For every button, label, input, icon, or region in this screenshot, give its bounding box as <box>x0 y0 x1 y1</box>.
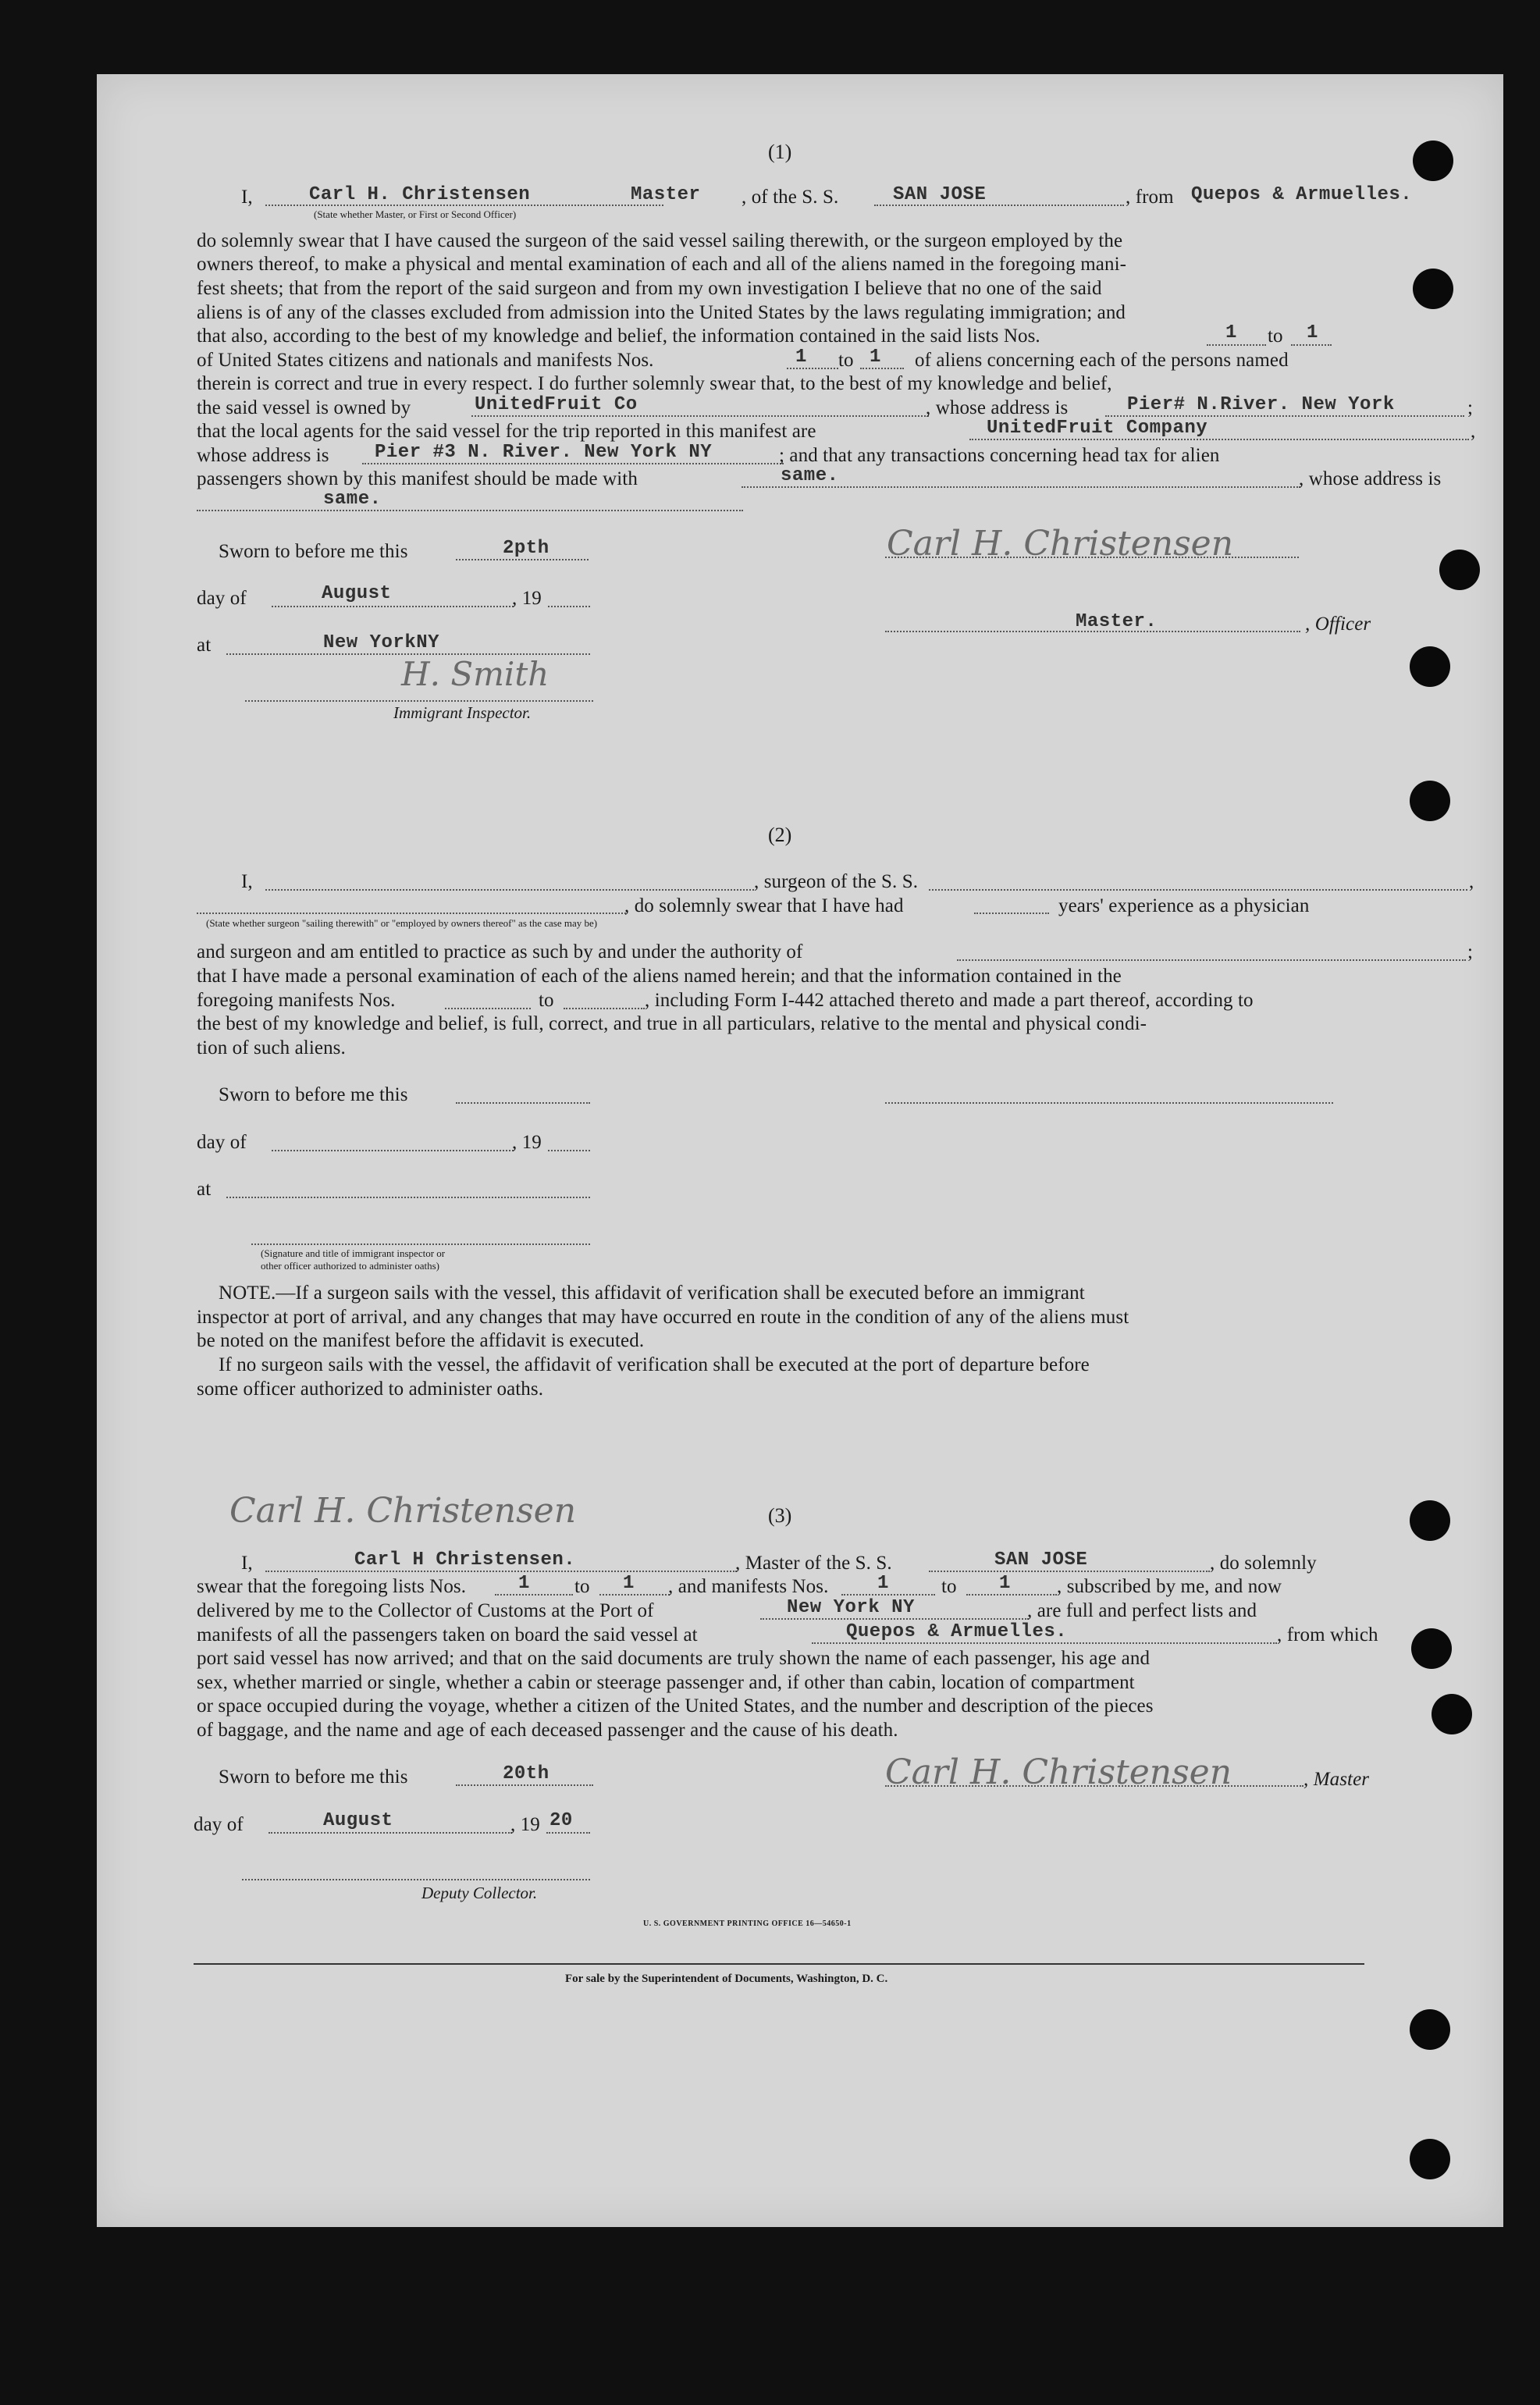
month-field-3[interactable]: August <box>323 1810 393 1831</box>
year-suffix-3[interactable]: 20 <box>549 1810 573 1831</box>
section-1-heading: (1) <box>768 141 792 163</box>
inspector-label: Immigrant Inspector. <box>393 703 532 722</box>
agents-addr-line <box>362 463 784 464</box>
master-signature-margin: Carl H. Christensen <box>229 1491 577 1531</box>
day-of-label-2: day of <box>197 1132 247 1153</box>
vessel-field[interactable]: SAN JOSE <box>893 184 987 205</box>
surgeon-manifest-to-line <box>564 1008 645 1009</box>
section-2-line-2: that I have made a personal examination of each of the aliens named herein; and that the information contained in the <box>197 966 1122 987</box>
solemnly-label: , do solemnly <box>1210 1553 1317 1574</box>
manifests-to-field[interactable]: 1 <box>870 347 881 368</box>
punch-hole <box>1413 269 1453 309</box>
ss-label: , of the S. S. <box>742 187 839 208</box>
officer-field[interactable]: Master. <box>1076 611 1158 632</box>
departure-line <box>812 1642 1277 1644</box>
agents-label: that the local agents for the said vessel for the trip reported in this manifest are <box>197 421 816 442</box>
note-line-5: some officer authorized to administer oaths. <box>197 1379 544 1400</box>
comma: , <box>1471 421 1476 442</box>
comma-2: , <box>1469 871 1474 892</box>
manifests-of-label: manifests of all the passengers taken on board the said vessel at <box>197 1624 698 1645</box>
section-2-line-5: tion of such aliens. <box>197 1037 346 1058</box>
at-label-2: at <box>197 1179 212 1200</box>
master-signature-3: Carl H. Christensen <box>885 1752 1232 1792</box>
from-which-label: , from which <box>1277 1624 1378 1645</box>
at-label-1: at <box>197 635 212 656</box>
day-of-label-1: day of <box>197 588 247 609</box>
for-sale-note: For sale by the Superintendent of Documents, Washington, D. C. <box>565 1973 888 1985</box>
sworn-day-field-1[interactable]: 2pth <box>503 538 549 559</box>
owner-addr-label: , whose address is <box>926 397 1069 418</box>
full-label: , are full and perfect lists and <box>1027 1600 1257 1621</box>
year-prefix-2: , 19 <box>512 1132 542 1153</box>
section-1-line-4: aliens is of any of the classes excluded from admission into the United States by the laws regulating immigration; and <box>197 302 1126 323</box>
lists-from-line <box>1207 344 1266 346</box>
section-3-manifests-to-line <box>966 1594 1057 1596</box>
agents-addr-label: whose address is <box>197 445 329 466</box>
year-prefix-3: , 19 <box>510 1814 540 1835</box>
semicolon-2: ; <box>1467 941 1474 962</box>
section-2-line-1: and surgeon and am entitled to practice as such by and under the authority of <box>197 941 803 962</box>
section-3-to-label-2: to <box>941 1576 957 1597</box>
surgeon-label: , surgeon of the S. S. <box>754 871 919 892</box>
day-of-label-3: day of <box>194 1814 244 1835</box>
aliens-label: of aliens concerning each of the persons named <box>915 350 1289 371</box>
section-1-intro: I, <box>241 187 253 208</box>
section-3-lists-to[interactable]: 1 <box>623 1573 635 1594</box>
section-3-heading: (3) <box>768 1504 792 1527</box>
deputy-line <box>242 1879 590 1880</box>
punch-hole <box>1410 781 1450 821</box>
section-3-vessel-field[interactable]: SAN JOSE <box>994 1549 1088 1571</box>
punch-hole <box>1413 141 1453 181</box>
headtax-line <box>742 486 1300 488</box>
owner-line <box>471 415 929 417</box>
owned-label: the said vessel is owned by <box>197 397 411 418</box>
sig-note-2: other officer authorized to administer oaths) <box>261 1260 439 1272</box>
headtax-addr-label: , whose address is <box>1299 468 1442 489</box>
experience-line <box>974 913 1049 914</box>
sworn-day-field-3[interactable]: 20th <box>503 1763 549 1784</box>
section-3-manifests-label: , and manifests Nos. <box>668 1576 829 1597</box>
departure-field[interactable]: Quepos & Armuelles. <box>846 1621 1068 1642</box>
owner-addr-field[interactable]: Pier# N.River. New York <box>1127 394 1395 415</box>
lists-to-label: to <box>1268 326 1283 347</box>
printing-office: U. S. GOVERNMENT PRINTING OFFICE 16—54650-1 <box>643 1919 852 1928</box>
section-1-line-5: that also, according to the best of my knowledge and belief, the information contained in the said lists Nos. <box>197 326 1040 347</box>
master-name-field[interactable]: Carl H. Christensen <box>309 184 531 205</box>
section-3-master-label: , Master of the S. S. <box>735 1553 892 1574</box>
section-3-line-3: or space occupied during the voyage, whether a citizen of the United States, and the number and description of the pieces <box>197 1695 1154 1717</box>
section-3-lists-from[interactable]: 1 <box>518 1573 530 1594</box>
section-3-line-1: port said vessel has now arrived; and that on the said documents are truly shown the name of each passenger, his age and <box>197 1648 1151 1669</box>
sworn-day-line-3 <box>456 1784 593 1786</box>
lists-to-line <box>1291 344 1332 346</box>
subscribed-label: , subscribed by me, and now <box>1057 1576 1282 1597</box>
deputy-label: Deputy Collector. <box>421 1884 538 1902</box>
section-2-line-4: the best of my knowledge and belief, is full, correct, and true in all particulars, relative to the mental and physical condi- <box>197 1013 1147 1034</box>
delivered-label: delivered by me to the Collector of Customs at the Port of <box>197 1600 654 1621</box>
experience-label: years' experience as a physician <box>1058 895 1310 916</box>
document-page <box>97 74 1503 2227</box>
manifests-from-line <box>787 368 838 369</box>
headtax-field[interactable]: same. <box>781 465 839 486</box>
section-3-line-4: of baggage, and the name and age of each deceased passenger and the cause of his death. <box>197 1720 898 1741</box>
section-3-intro: I, <box>241 1553 253 1574</box>
punch-hole <box>1439 550 1480 590</box>
agents-addr-field[interactable]: Pier #3 N. River. New York NY <box>375 442 713 463</box>
headtax-addr-line <box>197 510 743 511</box>
surgeon-status-line <box>197 913 626 914</box>
sworn-label-2: Sworn to before me this <box>219 1084 408 1105</box>
punch-hole <box>1432 1694 1472 1734</box>
authorized-signature-line <box>251 1243 590 1245</box>
from-label: , from <box>1126 187 1174 208</box>
surgeon-name-line <box>265 889 754 891</box>
lists-to-field[interactable]: 1 <box>1307 322 1318 343</box>
manifests-from-field[interactable]: 1 <box>795 347 807 368</box>
surgeon-signature-line <box>885 1102 1333 1104</box>
agents-line <box>969 439 1469 440</box>
section-2-heading: (2) <box>768 824 792 846</box>
section-1-line-1: do solemnly swear that I have caused the surgeon of the said vessel sailing therewith, or the surgeon employed by the <box>197 230 1123 251</box>
manifests-to-line <box>860 368 904 369</box>
surgeon-to-label: to <box>539 990 554 1011</box>
punch-hole <box>1410 646 1450 687</box>
note-line-2: inspector at port of arrival, and any changes that may have occurred en route in the condition of any of the aliens must <box>197 1307 1129 1328</box>
footer-rule <box>194 1963 1364 1965</box>
section-3-manifests-from-line <box>841 1594 935 1596</box>
section-3-manifests-from[interactable]: 1 <box>877 1573 889 1594</box>
sworn-day-line-2 <box>456 1102 590 1104</box>
from-port-field[interactable]: Quepos & Armuelles. <box>1191 184 1413 205</box>
manifests-label: of United States citizens and nationals and manifests Nos. <box>197 350 654 371</box>
section-2-intro: I, <box>241 871 253 892</box>
sworn-label-3: Sworn to before me this <box>219 1766 408 1788</box>
manifests-to-label: to <box>838 350 854 371</box>
place-field[interactable]: New YorkNY <box>323 632 440 653</box>
month-field-1[interactable]: August <box>322 583 392 604</box>
master-sign-label: , Master <box>1303 1769 1370 1790</box>
note-line-4: If no surgeon sails with the vessel, the affidavit of verification shall be executed at the port of departure before <box>219 1354 1090 1375</box>
section-3-master-line <box>265 1571 737 1572</box>
section-3-to-label: to <box>574 1576 590 1597</box>
month-line-2 <box>272 1150 514 1151</box>
section-1-line-2: owners thereof, to make a physical and mental examination of each and all of the aliens named in the foregoing mani- <box>197 254 1127 275</box>
swear-lists-label: swear that the foregoing lists Nos. <box>197 1576 467 1597</box>
agents-addr-tail: ; and that any transactions concerning head tax for alien <box>779 445 1220 466</box>
punch-hole <box>1410 2139 1450 2179</box>
note-line-1: NOTE.—If a surgeon sails with the vessel, this affidavit of verification shall be executed before an immigrant <box>219 1283 1085 1304</box>
year-line-3 <box>546 1832 590 1834</box>
month-line-3 <box>269 1832 512 1834</box>
owner-field[interactable]: UnitedFruit Co <box>475 394 638 415</box>
punch-hole <box>1410 1500 1450 1541</box>
note-line-3: be noted on the manifest before the affidavit is executed. <box>197 1330 645 1351</box>
port-field[interactable]: New York NY <box>787 1597 915 1618</box>
owner-addr-line <box>1105 415 1464 417</box>
section-3-lists-to-line <box>599 1594 670 1596</box>
section-3-vessel-line <box>929 1571 1210 1572</box>
headtax-addr-field[interactable]: same. <box>323 489 382 510</box>
place-line-2 <box>226 1197 590 1198</box>
agents-field[interactable]: UnitedFruit Company <box>987 418 1208 439</box>
month-line-1 <box>272 606 514 607</box>
master-signature-line-3 <box>885 1785 1303 1787</box>
port-line <box>760 1618 1029 1620</box>
officer-label: , Officer <box>1305 614 1371 635</box>
semicolon: ; <box>1467 397 1474 418</box>
sworn-day-line-1 <box>456 559 589 560</box>
section-3-master-field[interactable]: Carl H Christensen. <box>354 1549 576 1571</box>
swear-label: , do solemnly swear that I have had <box>624 895 904 916</box>
section-3-lists-from-line <box>495 1594 573 1596</box>
section-2-line-3: foregoing manifests Nos. <box>197 990 396 1011</box>
surgeon-vessel-line <box>929 889 1467 891</box>
form-text: , including Form I-442 attached thereto and made a part thereof, according to <box>645 990 1254 1011</box>
master-title-field[interactable]: Master <box>631 184 701 205</box>
inspector-line <box>245 700 593 702</box>
authority-line <box>957 959 1466 961</box>
sworn-label-1: Sworn to before me this <box>219 541 408 562</box>
year-line-2 <box>548 1150 590 1151</box>
master-signature-1: Carl H. Christensen <box>887 524 1234 564</box>
punch-hole <box>1410 2009 1450 2050</box>
section-1-line-3: fest sheets; that from the report of the said surgeon and from my own investigation I believe that no one of the said <box>197 278 1102 299</box>
section-3-manifests-to[interactable]: 1 <box>999 1573 1011 1594</box>
state-note: (State whether Master, or First or Second Officer) <box>314 208 517 220</box>
headtax-label: passengers shown by this manifest should be made with <box>197 468 638 489</box>
sig-note-1: (Signature and title of immigrant inspector or <box>261 1247 446 1259</box>
surgeon-manifest-from-line <box>445 1008 531 1009</box>
year-line-1 <box>548 606 590 607</box>
section-3-line-2: sex, whether married or single, whether a cabin or steerage passenger and, if other than cabin, location of compartment <box>197 1672 1135 1693</box>
lists-from-field[interactable]: 1 <box>1225 322 1237 343</box>
inspector-signature: H. Smith <box>401 655 549 693</box>
punch-hole <box>1411 1628 1452 1669</box>
surgeon-state-note: (State whether surgeon "sailing therewith" or "employed by owners thereof" as the case may be) <box>206 917 598 929</box>
master-signature-line-1 <box>885 557 1299 558</box>
year-prefix-1: , 19 <box>512 588 542 609</box>
section-1-line-7: therein is correct and true in every respect. I do further solemnly swear that, to the best of my knowledge and belief, <box>197 373 1112 394</box>
